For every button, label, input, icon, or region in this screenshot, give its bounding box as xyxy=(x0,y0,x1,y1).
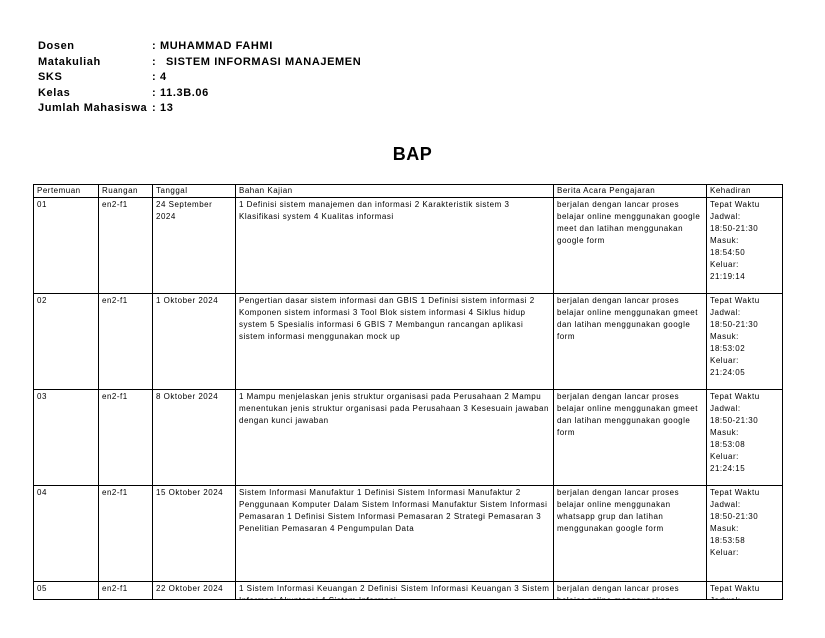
dosen-value: MUHAMMAD FAHMI xyxy=(160,40,273,52)
cell-tanggal: 8 Oktober 2024 xyxy=(153,390,236,486)
separator: : xyxy=(152,71,157,83)
cell-ruangan: en2-f1 xyxy=(99,486,153,582)
sks-value: 4 xyxy=(160,71,167,83)
cell-bahan-kajian: 1 Mampu menjelaskan jenis struktur organisasi pada Perusahaan 2 Mampu menentukan jenis struktur organisasi pada Perusahaan 3 Kesesuain jawaban dengan kunci jawaban xyxy=(236,390,554,486)
page-bottom-margin xyxy=(0,600,825,638)
cell-kehadiran: Tepat Waktu xyxy=(707,582,783,621)
table-bottom-border xyxy=(33,599,782,600)
cell-pertemuan: 04 xyxy=(34,486,99,582)
sks-label: SKS xyxy=(38,71,63,83)
cell-tanggal: 15 Oktober 2024 xyxy=(153,486,236,582)
cell-berita-acara: berjalan dengan lancar proses xyxy=(554,582,707,621)
cell-tanggal: 1 Oktober 2024 xyxy=(153,294,236,390)
page-title: BAP xyxy=(392,144,433,164)
cell-pertemuan: 01 xyxy=(34,198,99,294)
jumlah-label: Jumlah Mahasiswa xyxy=(38,102,148,114)
cell-kehadiran: Tepat Waktu Jadwal: 18:50-21:30 Masuk: 18:53:02 Keluar: 21:24:05 xyxy=(707,294,783,390)
separator: : xyxy=(152,86,157,99)
table-header-row xyxy=(34,185,783,198)
cell-bahan-kajian: 1 Sistem Informasi Keuangan 2 Definisi Sistem Informasi Keuangan 3 Sistem xyxy=(236,582,554,621)
course-info xyxy=(38,39,361,117)
table-row xyxy=(34,390,783,486)
matakuliah-value: SISTEM INFORMASI MANAJEMEN xyxy=(166,55,362,68)
cell-berita-acara: berjalan dengan lancar proses belajar online menggunakan whatsapp grup dan latihan menggunakan google form xyxy=(554,486,707,582)
cell-bahan-kajian: 1 Definisi sistem manajemen dan informasi 2 Karakteristik sistem 3 Klasifikasi system 4 Kualitas informasi xyxy=(236,198,554,294)
jumlah-value: 13 xyxy=(160,102,174,114)
sks-row xyxy=(38,70,361,86)
cell-kehadiran: Tepat Waktu Jadwal: 18:50-21:30 Masuk: 18:53:08 Keluar: 21:24:15 xyxy=(707,390,783,486)
cell-berita-acara: berjalan dengan lancar proses belajar online menggunakan google meet dan latihan menggunakan google form xyxy=(554,198,707,294)
kelas-value: 11.3B.06 xyxy=(160,86,209,99)
cell-kehadiran: Tepat Waktu Jadwal: 18:50-21:30 Masuk: 18:54:50 Keluar: 21:19:14 xyxy=(707,198,783,294)
separator: : xyxy=(152,102,157,114)
cell-tanggal: 24 September 2024 xyxy=(153,198,236,294)
header-pertemuan: Pertemuan xyxy=(34,185,99,198)
cell-ruangan: en2-f1 xyxy=(99,294,153,390)
cell-pertemuan: 03 xyxy=(34,390,99,486)
separator: : xyxy=(152,55,157,68)
dosen-label: Dosen xyxy=(38,40,75,52)
cell-berita-acara: berjalan dengan lancar proses belajar online menggunakan gmeet dan latihan menggunakan google form xyxy=(554,390,707,486)
cell-kehadiran: Tepat Waktu Jadwal: 18:50-21:30 Masuk: 18:53:58 Keluar: xyxy=(707,486,783,582)
header-tanggal: Tanggal xyxy=(153,185,236,198)
jumlah-row xyxy=(38,101,361,117)
cell-ruangan: en2-f1 xyxy=(99,198,153,294)
matakuliah-row xyxy=(38,55,361,71)
matakuliah-label: Matakuliah xyxy=(38,55,101,68)
cell-tanggal: 22 Oktober 2024 xyxy=(153,582,236,621)
dosen-row xyxy=(38,39,361,55)
header-berita-acara: Berita Acara Pengajaran xyxy=(554,185,707,198)
table-row xyxy=(34,294,783,390)
cell-berita-acara: berjalan dengan lancar proses belajar online menggunakan gmeet dan latihan menggunakan google form xyxy=(554,294,707,390)
cell-pertemuan: 05 xyxy=(34,582,99,621)
cell-pertemuan: 02 xyxy=(34,294,99,390)
cell-ruangan: en2-f1 xyxy=(99,390,153,486)
separator: : xyxy=(152,40,157,52)
kelas-row xyxy=(38,86,361,102)
header-bahan-kajian: Bahan Kajian xyxy=(236,185,554,198)
table-row xyxy=(34,486,783,582)
header-kehadiran: Kehadiran xyxy=(707,185,783,198)
cell-ruangan: en2-f1 xyxy=(99,582,153,621)
kelas-label: Kelas xyxy=(38,86,71,99)
cell-bahan-kajian: Sistem Informasi Manufaktur 1 Definisi Sistem Informasi Manufaktur 2 Penggunaan Komputer Dalam Sistem Informasi Manufaktur Sistem Informasi Pemasaran 1 Definisi Sistem Informasi Pemasaran 2 Strategi Pemasaran 3 Penelitian Pemasaran 4 Pengumpulan Data xyxy=(236,486,554,582)
cell-bahan-kajian: Pengertian dasar sistem informasi dan GBIS 1 Definisi sistem informasi 2 Komponen sistem informasi 3 Tool Blok sistem informasi 4 Siklus hidup system 5 Spesialis informasi 6 GBIS 7 Membangun rancangan aplikasi sistem informasi menggunakan mock up xyxy=(236,294,554,390)
bap-table xyxy=(33,184,783,621)
header-ruangan: Ruangan xyxy=(99,185,153,198)
table-row xyxy=(34,198,783,294)
